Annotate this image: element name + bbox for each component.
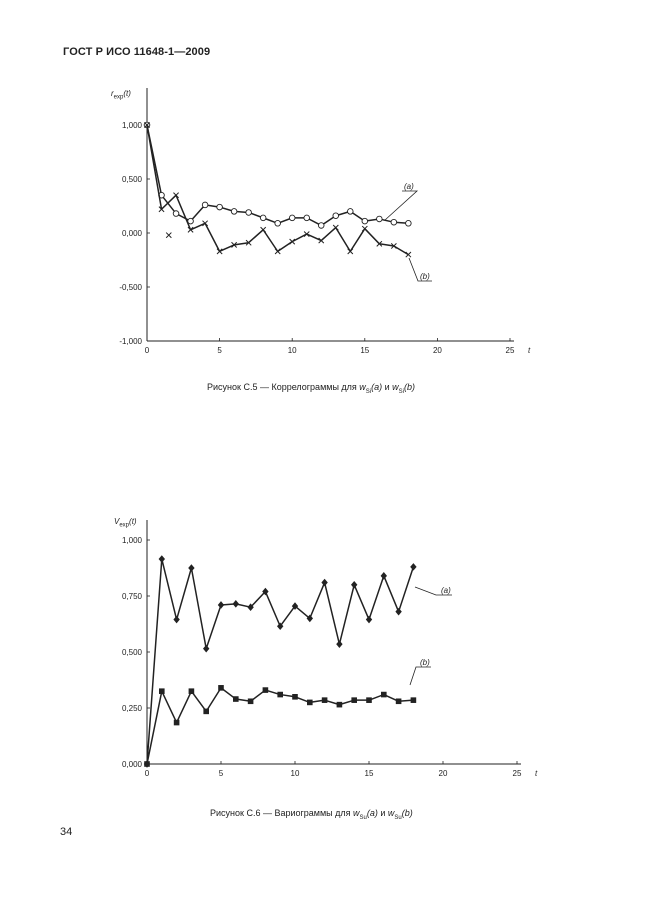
document-header: ГОСТ Р ИСО 11648-1—2009 — [63, 46, 211, 58]
x-tick-label: 25 — [505, 346, 515, 355]
data-point — [351, 581, 357, 589]
legend-label: (a) — [441, 586, 451, 595]
figure-caption-c6: Рисунок С.6 — Вариограммы для $w_{Su}(a)$ и $w_{Su}(b)$ — [210, 808, 413, 821]
data-point — [248, 698, 254, 704]
y-tick-label: 1,000 — [121, 121, 142, 130]
data-point — [336, 640, 342, 648]
data-point — [396, 698, 402, 704]
data-point — [395, 608, 401, 616]
y-tick-label: 0,500 — [121, 175, 142, 184]
x-tick-label: 5 — [217, 346, 222, 355]
data-point — [189, 688, 195, 694]
data-point — [292, 694, 298, 700]
data-point — [218, 601, 224, 609]
data-point — [337, 702, 343, 708]
y-tick-label: 1,000 — [121, 536, 142, 545]
data-point — [351, 697, 357, 703]
data-point — [410, 563, 416, 571]
legend-label: (b) — [420, 658, 430, 667]
data-point — [263, 687, 269, 693]
x-tick-label: 15 — [364, 769, 374, 778]
x-tick-label: 20 — [432, 346, 442, 355]
data-point — [411, 697, 417, 703]
series-line — [147, 688, 413, 764]
data-point — [159, 555, 165, 563]
y-tick-label: 0,000 — [121, 760, 142, 769]
data-point — [203, 709, 209, 715]
y-tick-label: 0,250 — [121, 704, 142, 713]
data-point — [381, 572, 387, 580]
y-tick-label: -1,000 — [119, 337, 142, 346]
y-tick-label: -0,500 — [119, 283, 142, 292]
x-tick-label: 25 — [512, 769, 522, 778]
x-axis-label: t — [535, 769, 538, 778]
series-b — [144, 685, 416, 767]
x-tick-label: 0 — [144, 346, 150, 355]
data-point — [173, 616, 179, 624]
data-point — [366, 697, 372, 703]
y-axis-label: $V_{exp}(t)$ — [114, 517, 137, 529]
y-tick-label: 0,750 — [121, 592, 142, 601]
x-tick-label: 0 — [144, 769, 150, 778]
x-tick-label: 15 — [360, 346, 370, 355]
legend-leader-line — [410, 667, 431, 685]
data-point — [366, 616, 372, 624]
data-point — [277, 692, 283, 698]
x-tick-label: 20 — [438, 769, 448, 778]
figure-caption-c5: Рисунок С.5 — Коррелограммы для $w_{Si}(a)$ и $w_{Si}(b)$ — [207, 382, 416, 395]
data-point — [233, 696, 239, 702]
data-point — [233, 600, 239, 608]
x-tick-label: 5 — [218, 769, 224, 778]
data-point — [188, 564, 194, 572]
x-axis-label: t — [528, 346, 531, 355]
legend-label: (a) — [404, 182, 414, 191]
data-point — [322, 697, 328, 703]
y-tick-label: 0,000 — [121, 229, 142, 238]
series-a — [144, 555, 417, 768]
data-point — [218, 685, 224, 691]
data-point — [307, 700, 313, 706]
y-axis-label: $r_{exp}(t)$ — [111, 89, 131, 101]
page-number: 34 — [60, 826, 73, 838]
x-tick-label: 10 — [290, 769, 300, 778]
data-point — [203, 645, 209, 653]
data-point — [381, 692, 387, 698]
data-point — [174, 720, 180, 726]
series-line — [147, 559, 413, 764]
data-point — [144, 761, 150, 767]
data-point — [321, 579, 327, 587]
data-point — [159, 688, 165, 694]
legend-label: (b) — [420, 272, 430, 281]
y-tick-label: 0,500 — [121, 648, 142, 657]
x-tick-label: 10 — [287, 346, 297, 355]
